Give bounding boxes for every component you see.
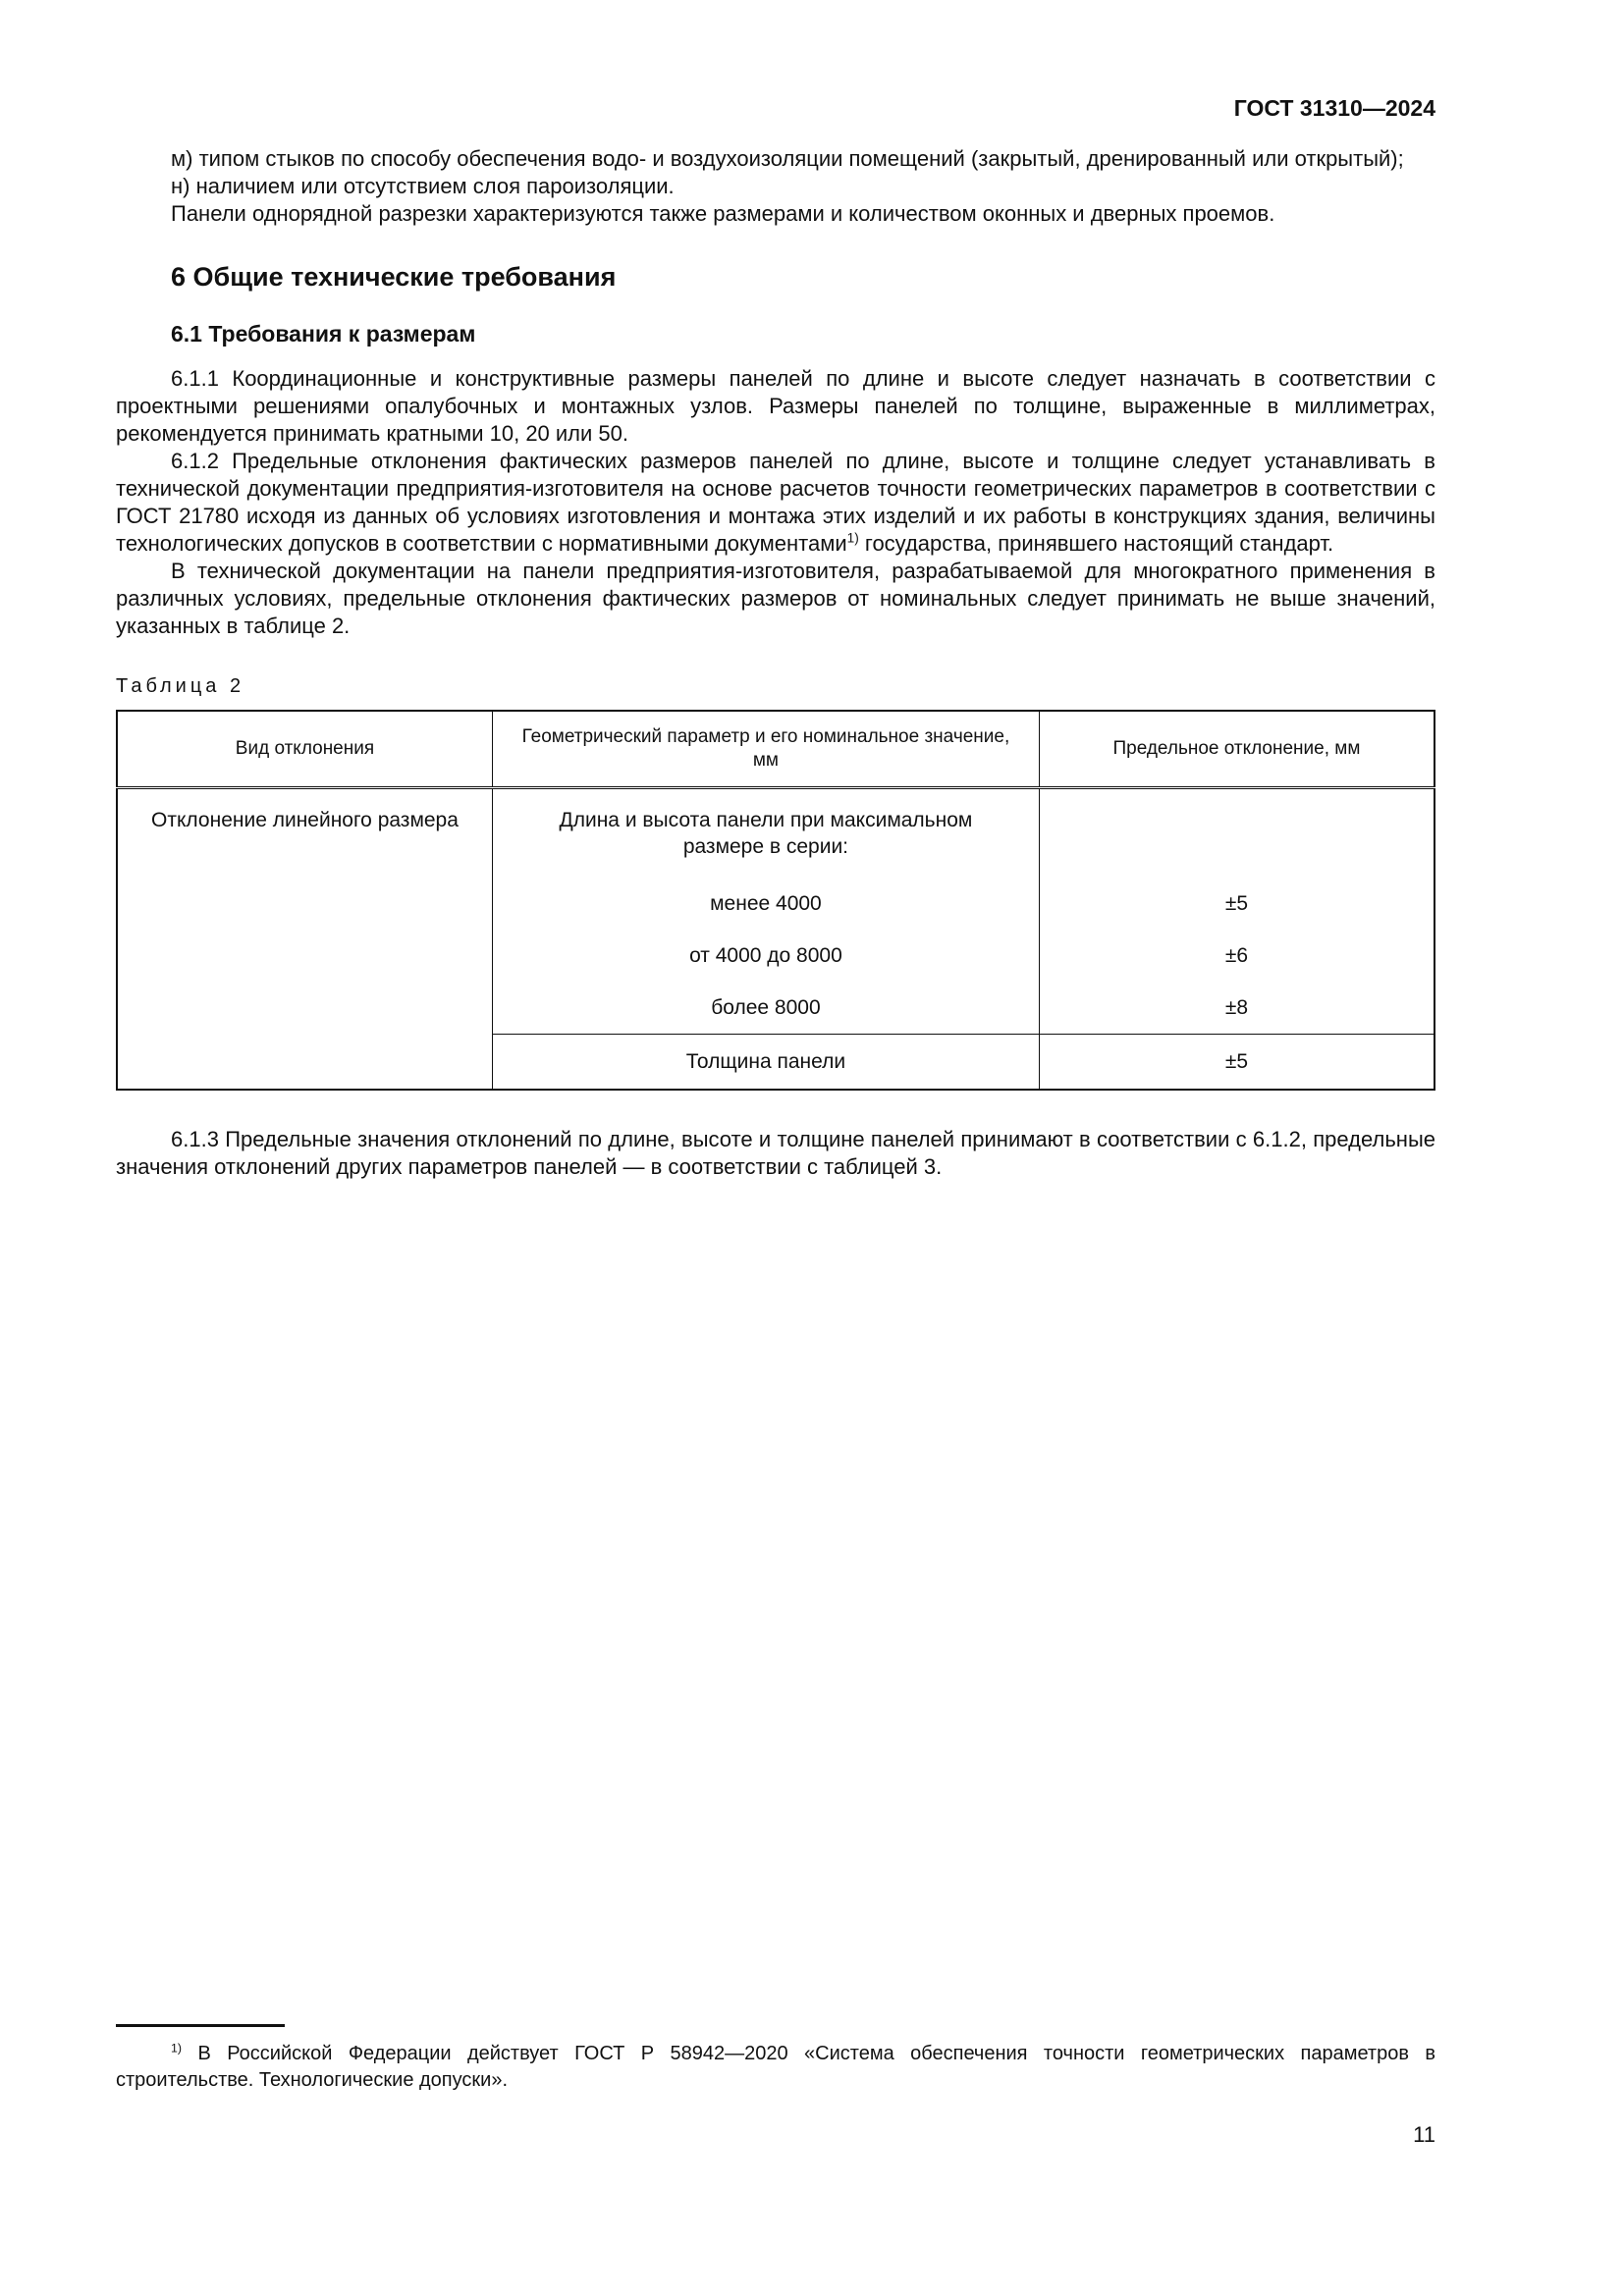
table-cell-tol: ±8 xyxy=(1039,982,1435,1035)
paragraph-612-tail: государства, принявшего настоящий стандарт. xyxy=(858,531,1334,556)
table-header-cell-limit-deviation: Предельное отклонение, мм xyxy=(1039,711,1435,787)
table-cell-tol: ±5 xyxy=(1039,1034,1435,1090)
paragraph-612-text: 6.1.2 Предельные отклонения фактических размеров панелей по длине, высоте и толщине следует устанавливать в технической документации предприятия-изготовителя на основе расчетов точности геометрических параметров в соответствии с ГОСТ 21780 исходя из данных об условиях изготовления и монтажа этих изделий и их работы в конструкциях здания, величины технологических допусков в соответствии с нормативными документами xyxy=(116,449,1435,556)
table2 xyxy=(116,710,1435,1091)
paragraph-612 xyxy=(116,448,1435,558)
paragraph-item-m: м) типом стыков по способу обеспечения водо- и воздухоизоляции помещений (закрытый, дренированный или открытый); xyxy=(171,146,1404,171)
footnote-rule xyxy=(116,2024,285,2027)
table-row xyxy=(117,787,1435,878)
table-cell-tol: ±6 xyxy=(1039,930,1435,982)
table-cell-tol xyxy=(1039,787,1435,878)
table-cell-group-label: Отклонение линейного размера xyxy=(117,787,492,1090)
paragraph-611: 6.1.1 Координационные и конструктивные размеры панелей по длине и высоте следует назначать в соответствии с проектными решениями опалубочных и монтажных узлов. Размеры панелей по толщине, выраженные в миллиметрах, рекомендуется принимать кратными 10, 20 или 50. xyxy=(116,366,1435,446)
page-number: 11 xyxy=(1413,2122,1435,2147)
table-header-cell-deviation-type: Вид отклонения xyxy=(117,711,492,787)
table-cell-param: более 8000 xyxy=(492,982,1039,1035)
table-cell-param: от 4000 до 8000 xyxy=(492,930,1039,982)
footnote-sup: 1) xyxy=(171,2041,183,2056)
vertical-spacer xyxy=(116,1181,1435,2025)
paragraph-item-n: н) наличием или отсутствием слоя пароизоляции. xyxy=(171,174,675,198)
table-header-cell-geometric-parameter: Геометрический параметр и его номинальное значение, мм xyxy=(492,711,1039,787)
paragraph-613: 6.1.3 Предельные значения отклонений по длине, высоте и толщине панелей принимают в соответствии с 6.1.2, предельные значения отклонений других параметров панелей — в соответствии с таблицей 3. xyxy=(116,1126,1435,1179)
paragraph-612b: В технической документации на панели предприятия-изготовителя, разрабатываемой для многократного применения в различных условиях, предельные отклонения фактических размеров от номинальных следует принимать не выше значений, указанных в таблице 2. xyxy=(116,559,1435,638)
subsection-heading: 6.1 Требования к размерам xyxy=(171,321,476,347)
table-cell-tol: ±5 xyxy=(1039,878,1435,930)
section-heading: 6 Общие технические требования xyxy=(171,262,617,292)
table-cell-param: Длина и высота панели при максимальном размере в серии: xyxy=(492,787,1039,878)
table-caption: Таблица 2 xyxy=(116,675,245,697)
paragraph-intro: Панели однорядной разрезки характеризуются также размерами и количеством оконных и дверных проемов. xyxy=(171,201,1275,226)
footnote-ref-sup: 1) xyxy=(846,530,859,546)
table-cell-param: менее 4000 xyxy=(492,878,1039,930)
table-cell-param: Толщина панели xyxy=(492,1034,1039,1090)
table-header-row xyxy=(117,711,1435,787)
doc-header: ГОСТ 31310—2024 xyxy=(1233,95,1435,121)
footnote xyxy=(116,2041,1435,2094)
footnote-text: В Российской Федерации действует ГОСТ Р 58942—2020 «Система обеспечения точности геометрических параметров в строительстве. Технологические допуски». xyxy=(116,2043,1435,2091)
